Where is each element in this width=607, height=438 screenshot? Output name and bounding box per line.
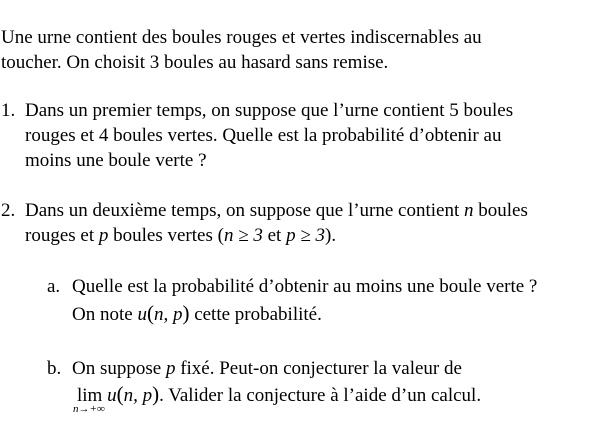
q2-line-2 [25, 225, 336, 247]
q2-var-n: n [464, 200, 474, 221]
qb-paren-close: ) [152, 382, 160, 406]
qb-var-p: p [165, 358, 176, 379]
q2-text-2a: rouges et [25, 225, 99, 246]
q1-line-2: rouges et 4 boules vertes. Quelle est la probabilité d’obtenir au [25, 125, 502, 146]
q2-text-1b: boules [473, 200, 528, 221]
q2-condition-n: n ≥ 3 [223, 225, 263, 246]
qb-lim-subscript: n→+∞ [73, 403, 105, 415]
q2-text-2c: ). [325, 225, 337, 246]
q2-text-1a: Dans un deuxième temps, on suppose que l’urne contient [25, 200, 465, 221]
qb-func-u: u [107, 385, 117, 406]
qa-line-1: Quelle est la probabilité d’obtenir au moins une boule verte ? [72, 276, 538, 297]
q2-number: 2. [1, 200, 16, 221]
q2-text-2b: boules vertes ( [108, 225, 224, 246]
q2-condition-p: p ≥ 3 [286, 225, 326, 246]
intro-line-1: Une urne contient des boules rouges et vertes indiscernables au [1, 27, 482, 48]
qb-text-1a: On suppose [72, 358, 166, 379]
q2-text-et: et [262, 225, 287, 246]
q1-line-3: moins une boule verte ? [25, 150, 207, 171]
qb-text-2b: . Valider la conjecture à l’aide d’un calcul. [159, 385, 482, 406]
qb-text-1b: fixé. Peut-on conjecturer la valeur de [175, 358, 462, 379]
qa-paren-open: ( [146, 301, 154, 325]
q1-line-1: Dans un premier temps, on suppose que l’urne contient 5 boules [25, 100, 514, 121]
qa-args: n, p [153, 304, 183, 325]
qb-args: n, p [123, 385, 153, 406]
qa-line-2 [72, 302, 322, 326]
qa-paren-close: ) [182, 301, 190, 325]
qa-text-2a: On note [72, 304, 138, 325]
qb-paren-open: ( [116, 382, 124, 406]
qa-label: a. [47, 276, 61, 297]
qb-label: b. [47, 358, 62, 379]
qb-line-1 [72, 358, 462, 380]
qb-lim: lim [77, 385, 103, 406]
qb-line-2 [77, 383, 481, 407]
q1-number: 1. [1, 100, 16, 121]
q2-var-p: p [98, 225, 109, 246]
q2-line-1 [25, 200, 528, 222]
qa-text-2b: cette probabilité. [189, 304, 322, 325]
qa-func-u: u [137, 304, 147, 325]
intro-line-2: toucher. On choisit 3 boules au hasard sans remise. [1, 52, 389, 73]
